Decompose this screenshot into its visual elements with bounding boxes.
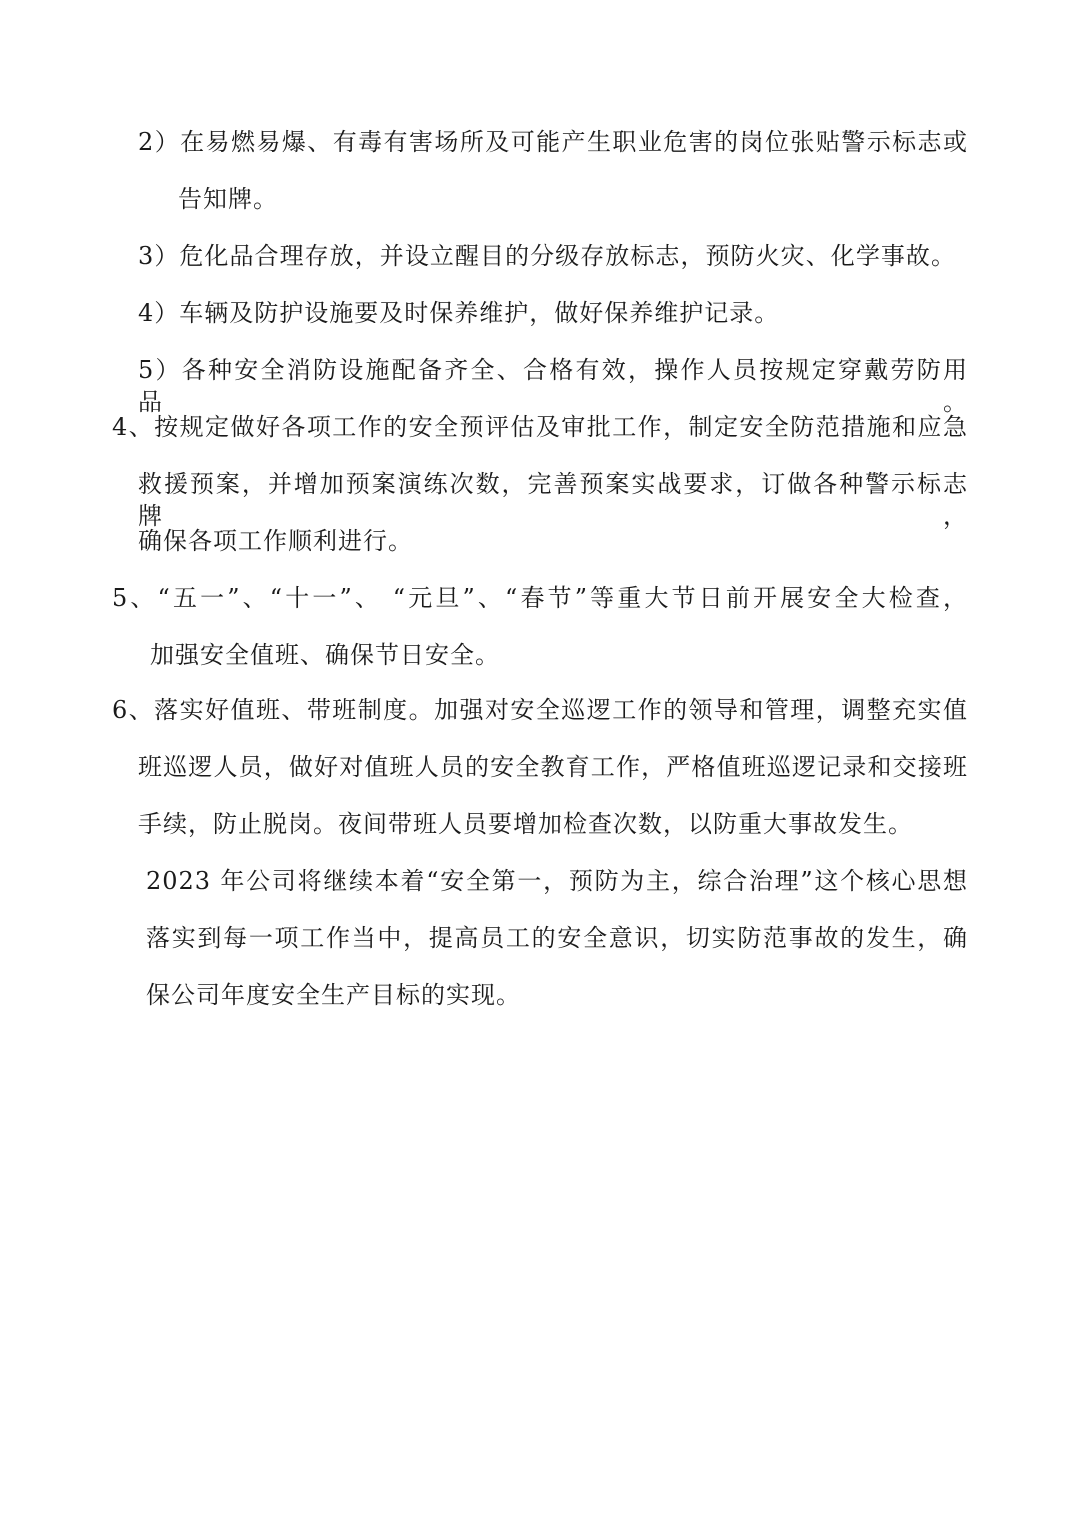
text-line: 2023 年公司将继续本着“安全第一，预防为主，综合治理”这个核心思想 — [146, 867, 968, 895]
text-line: 落实到每一项工作当中，提高员工的安全意识，切实防范事故的发生，确 — [146, 924, 968, 952]
text-line: 5）各种安全消防设施配备齐全、合格有效，操作人员按规定穿戴劳防用品。 — [138, 356, 968, 416]
text-line: 救援预案，并增加预案演练次数，完善预案实战要求，订做各种警示标志牌， — [138, 470, 968, 530]
text-line: 保公司年度安全生产目标的实现。 — [146, 981, 521, 1009]
text-line: 4）车辆及防护设施要及时保养维护，做好保养维护记录。 — [138, 299, 780, 327]
text-line: 6、落实好值班、带班制度。加强对安全巡逻工作的领导和管理，调整充实值 — [112, 696, 968, 724]
text-line: 手续，防止脱岗。夜间带班人员要增加检查次数，以防重大事故发生。 — [138, 810, 913, 838]
text-line: 3）危化品合理存放，并设立醒目的分级存放标志，预防火灾、化学事故。 — [138, 242, 956, 270]
text-line: 加强安全值班、确保节日安全。 — [150, 641, 500, 669]
text-line: 2）在易燃易爆、有毒有害场所及可能产生职业危害的岗位张贴警示标志或 — [138, 128, 968, 156]
text-line: 告知牌。 — [178, 185, 278, 213]
text-line: 5、“五一”、“十一”、 “元旦”、“春节”等重大节日前开展安全大检查， — [112, 584, 968, 612]
text-line: 确保各项工作顺利进行。 — [138, 527, 413, 555]
text-line: 4、按规定做好各项工作的安全预评估及审批工作，制定安全防范措施和应急 — [112, 413, 968, 441]
text-line: 班巡逻人员，做好对值班人员的安全教育工作，严格值班巡逻记录和交接班 — [138, 753, 968, 781]
